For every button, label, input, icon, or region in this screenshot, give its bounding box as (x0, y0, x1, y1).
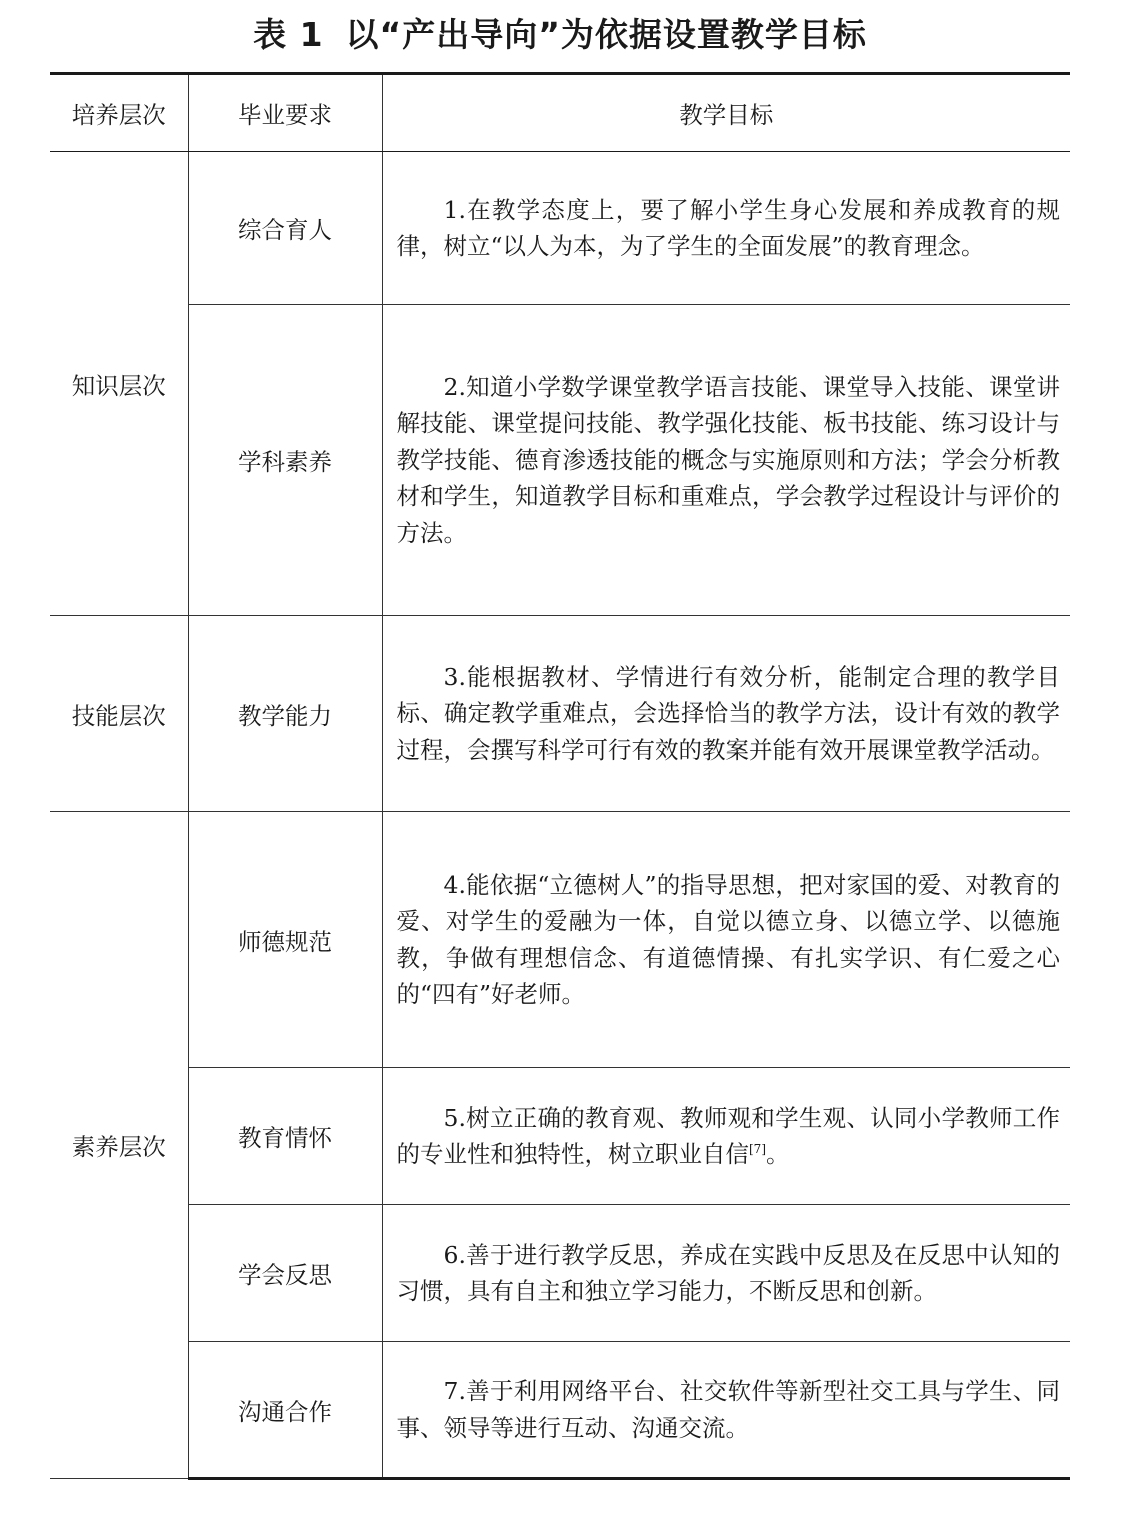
table-row (50, 1205, 1070, 1342)
citation-mark: [7] (749, 1142, 766, 1157)
objective-text: 4.能依据“立德树人”的指导思想，把对家国的爱、对教育的爱、对学生的爱融为一体，自觉以德立身、以德立学、以德施教，争做有理想信念、有道德情操、有扎实学识、有仁爱之心的“四有”好老师。 (396, 870, 1060, 1008)
table-caption (0, 8, 1120, 62)
requirement-cell: 教学能力 (188, 616, 382, 812)
objective-cell (382, 305, 1070, 616)
table-row (50, 305, 1070, 616)
header-objective: 教学目标 (382, 74, 1070, 152)
caption-title: 以“产出导向”为依据设置教学目标 (345, 15, 867, 54)
objective-tail: 。 (766, 1140, 790, 1168)
table-row (50, 1068, 1070, 1205)
table-body (50, 152, 1070, 1479)
requirement-cell: 教育情怀 (188, 1068, 382, 1205)
level-cell-knowledge: 知识层次 (50, 152, 188, 616)
table-row (50, 1342, 1070, 1479)
requirement-cell: 沟通合作 (188, 1342, 382, 1479)
objective-cell (382, 1205, 1070, 1342)
level-cell-literacy: 素养层次 (50, 812, 188, 1479)
requirement-cell: 师德规范 (188, 812, 382, 1068)
objective-cell (382, 1068, 1070, 1205)
objective-cell (382, 812, 1070, 1068)
requirement-cell: 学科素养 (188, 305, 382, 616)
objective-cell (382, 1342, 1070, 1479)
teaching-goals-table (50, 72, 1070, 1480)
objective-text (397, 1100, 1061, 1173)
caption-number: 表 1 (253, 15, 324, 54)
objective-cell (382, 616, 1070, 812)
table-row (50, 152, 1070, 305)
objective-text: 3.能根据教材、学情进行有效分析，能制定合理的教学目标、确定教学重难点，会选择恰当的教学方法，设计有效的教学过程，会撰写科学可行有效的教案并能有效开展课堂教学活动。 (396, 662, 1060, 764)
header-level: 培养层次 (50, 74, 188, 152)
header-row (50, 74, 1070, 152)
header-requirement: 毕业要求 (188, 74, 382, 152)
objective-text: 7.善于利用网络平台、社交软件等新型社交工具与学生、同事、领导等进行互动、沟通交流。 (396, 1377, 1060, 1442)
requirement-cell: 综合育人 (188, 152, 382, 305)
objective-main-text: 5.树立正确的教育观、教师观和学生观、认同小学教师工作的专业性和独特性，树立职业自信 (396, 1103, 1060, 1168)
table-header (50, 74, 1070, 152)
table-row (50, 616, 1070, 812)
table-row (50, 812, 1070, 1068)
objective-text: 6.善于进行教学反思，养成在实践中反思及在反思中认知的习惯，具有自主和独立学习能力，不断反思和创新。 (396, 1240, 1060, 1305)
level-cell-skill: 技能层次 (50, 616, 188, 812)
requirement-cell: 学会反思 (188, 1205, 382, 1342)
objective-cell (382, 152, 1070, 305)
objective-text: 1.在教学态度上，要了解小学生身心发展和养成教育的规律，树立“以人为本，为了学生的全面发展”的教育理念。 (396, 195, 1060, 260)
objective-text: 2.知道小学数学课堂教学语言技能、课堂导入技能、课堂讲解技能、课堂提问技能、教学强化技能、板书技能、练习设计与教学技能、德育渗透技能的概念与实施原则和方法；学会分析教材和学生，知道教学目标和重难点，学会教学过程设计与评价的方法。 (396, 372, 1060, 547)
